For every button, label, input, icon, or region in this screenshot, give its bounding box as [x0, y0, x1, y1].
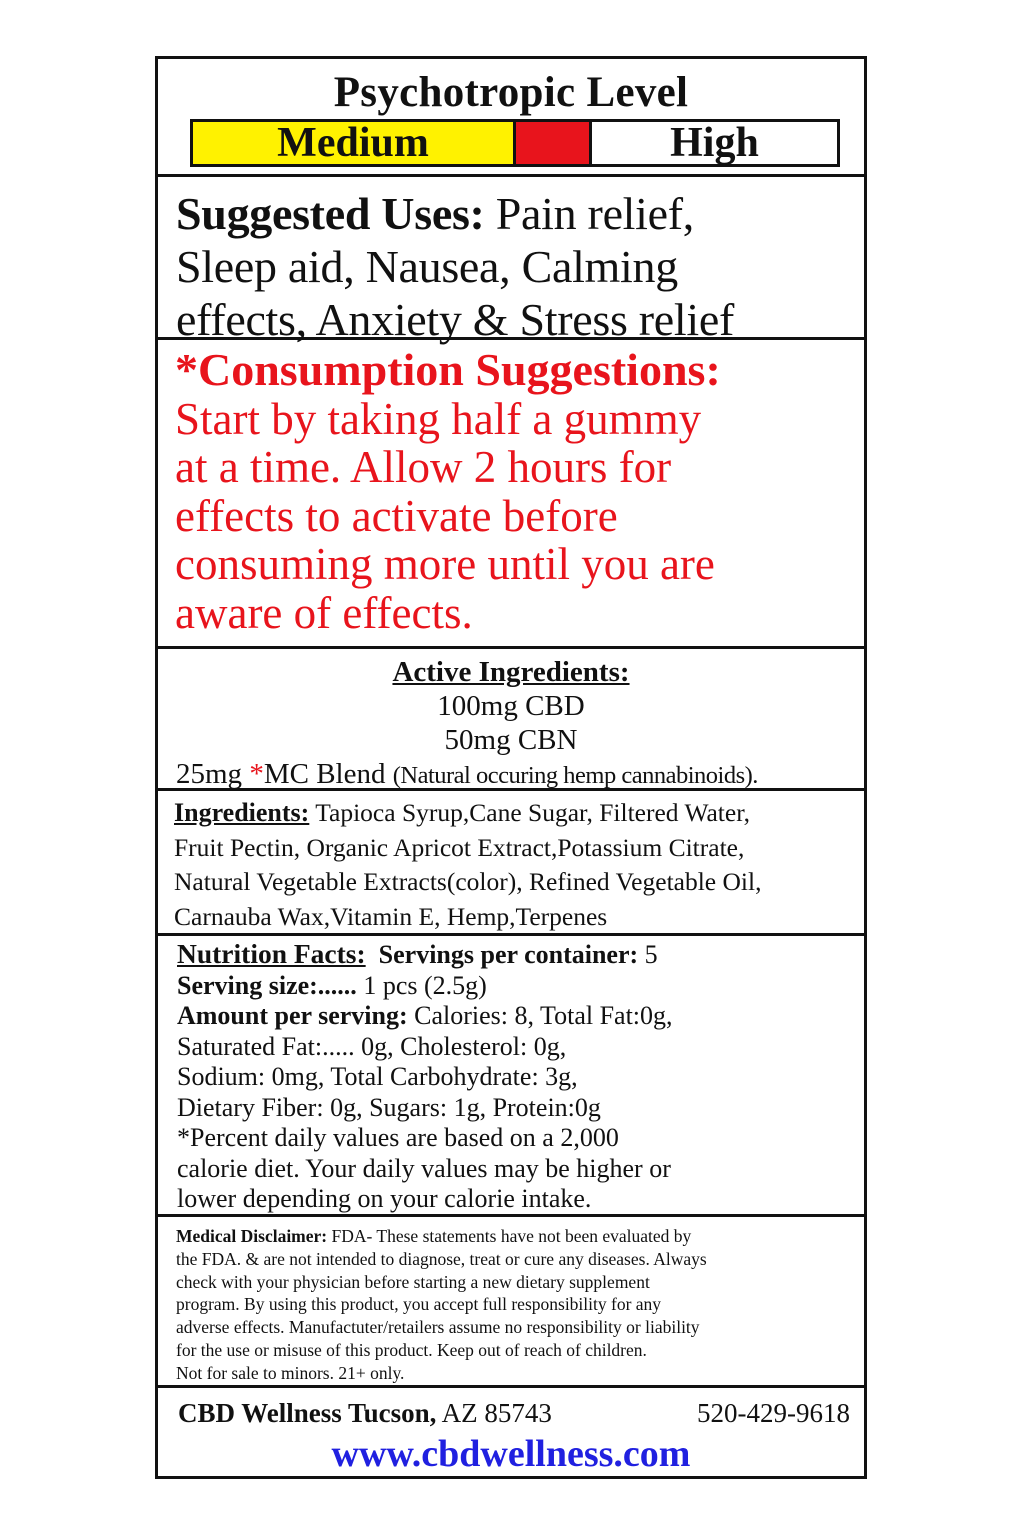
active-blend: [158, 757, 864, 793]
nutrition-line: lower depending on your calorie intake.: [177, 1184, 592, 1213]
nutrition-line: Saturated Fat:..... 0g, Cholesterol: 0g,: [177, 1031, 567, 1061]
psychotropic-high-cell: High: [592, 122, 837, 164]
servings-value: 5: [644, 940, 658, 969]
company-name: CBD Wellness Tucson,: [178, 1398, 437, 1428]
consumption-line: at a time. Allow 2 hours for: [175, 442, 672, 492]
phone-number: 520-429-9618: [697, 1398, 850, 1428]
disclaimer-label: Medical Disclaimer:: [176, 1226, 328, 1246]
disclaimer-section: [158, 1217, 864, 1388]
psychotropic-level-marker: [516, 122, 592, 164]
serving-size-value: 1 pcs (2.5g): [363, 970, 487, 1000]
suggested-uses-line: effects, Anxiety & Stress relief: [176, 294, 735, 345]
consumption-line: effects to activate before: [175, 490, 618, 541]
consumption-section: [158, 340, 864, 649]
nutrition-heading: Nutrition Facts:: [177, 938, 366, 969]
psychotropic-scale: [190, 119, 840, 167]
ingredients-line: Fruit Pectin, Organic Apricot Extract,Potassium Citrate,: [174, 832, 745, 862]
suggested-uses-label: Suggested Uses:: [176, 188, 485, 239]
consumption-line: Start by taking half a gummy: [175, 393, 702, 444]
suggested-uses-line: Sleep aid, Nausea, Calming: [176, 241, 678, 292]
website-link[interactable]: www.cbdwellness.com: [331, 1433, 691, 1475]
nutrition-line: Dietary Fiber: 0g, Sugars: 1g, Protein:0g: [177, 1092, 601, 1122]
disclaimer-line: for the use or misuse of this product. Keep out of reach of children.: [176, 1339, 647, 1360]
company-location: AZ 85743: [441, 1398, 552, 1428]
psychotropic-section: [158, 59, 864, 177]
serving-size-label: Serving size:......: [177, 970, 357, 1000]
active-cbn: 50mg CBN: [444, 724, 578, 756]
consumption-line: consuming more until you are: [175, 539, 715, 589]
disclaimer-line: check with your physician before starting a new dietary supplement: [176, 1271, 650, 1292]
psychotropic-medium-cell: Medium: [193, 122, 516, 164]
active-ingredients-section: [158, 649, 864, 791]
disclaimer-line: adverse effects. Manufactuter/retailers assume no responsibility or liability: [176, 1317, 700, 1338]
disclaimer-line: the FDA. & are not intended to diagnose, treat or cure any diseases. Always: [176, 1248, 707, 1269]
disclaimer-line: FDA- These statements have not been evaluated by: [331, 1226, 692, 1246]
footer-section: [158, 1388, 864, 1476]
nutrition-section: [158, 936, 864, 1217]
ingredients-line: Carnauba Wax,Vitamin E, Hemp,Terpenes: [174, 901, 608, 931]
suggested-uses-section: [158, 177, 864, 345]
product-label: [155, 56, 867, 1479]
nutrition-line: calorie diet. Your daily values may be higher or: [177, 1153, 671, 1183]
ingredients-line: Tapioca Syrup,Cane Sugar, Filtered Water,: [315, 798, 751, 827]
blend-asterisk: *: [249, 758, 264, 790]
footer-contact: [178, 1398, 850, 1429]
psychotropic-title: Psychotropic Level: [333, 69, 689, 116]
nutrition-line: Calories: 8, Total Fat:0g,: [414, 1001, 673, 1030]
ingredients-section: [158, 791, 864, 936]
disclaimer-line: Not for sale to minors. 21+ only.: [176, 1362, 405, 1383]
consumption-heading: *Consumption Suggestions:: [175, 344, 721, 395]
suggested-uses-line: Pain relief,: [495, 188, 694, 239]
blend-amount: 25mg: [176, 758, 243, 790]
ingredients-line: Natural Vegetable Extracts(color), Refined Vegetable Oil,: [174, 867, 762, 896]
blend-name: MC Blend: [263, 758, 386, 790]
active-cbd: 100mg CBD: [437, 690, 585, 722]
active-ingredients-heading: Active Ingredients:: [392, 656, 630, 688]
disclaimer-line: program. By using this product, you accept full responsibility for any: [176, 1294, 662, 1315]
consumption-line: aware of effects.: [175, 587, 473, 638]
servings-label: Servings per container:: [378, 940, 639, 969]
nutrition-line: *Percent daily values are based on a 2,000: [177, 1123, 619, 1152]
blend-note: (Natural occuring hemp cannabinoids).: [392, 762, 758, 789]
ingredients-label: Ingredients:: [174, 798, 310, 827]
nutrition-line: Sodium: 0mg, Total Carbohydrate: 3g,: [177, 1062, 578, 1091]
amount-per-serving-label: Amount per serving:: [177, 1001, 408, 1030]
